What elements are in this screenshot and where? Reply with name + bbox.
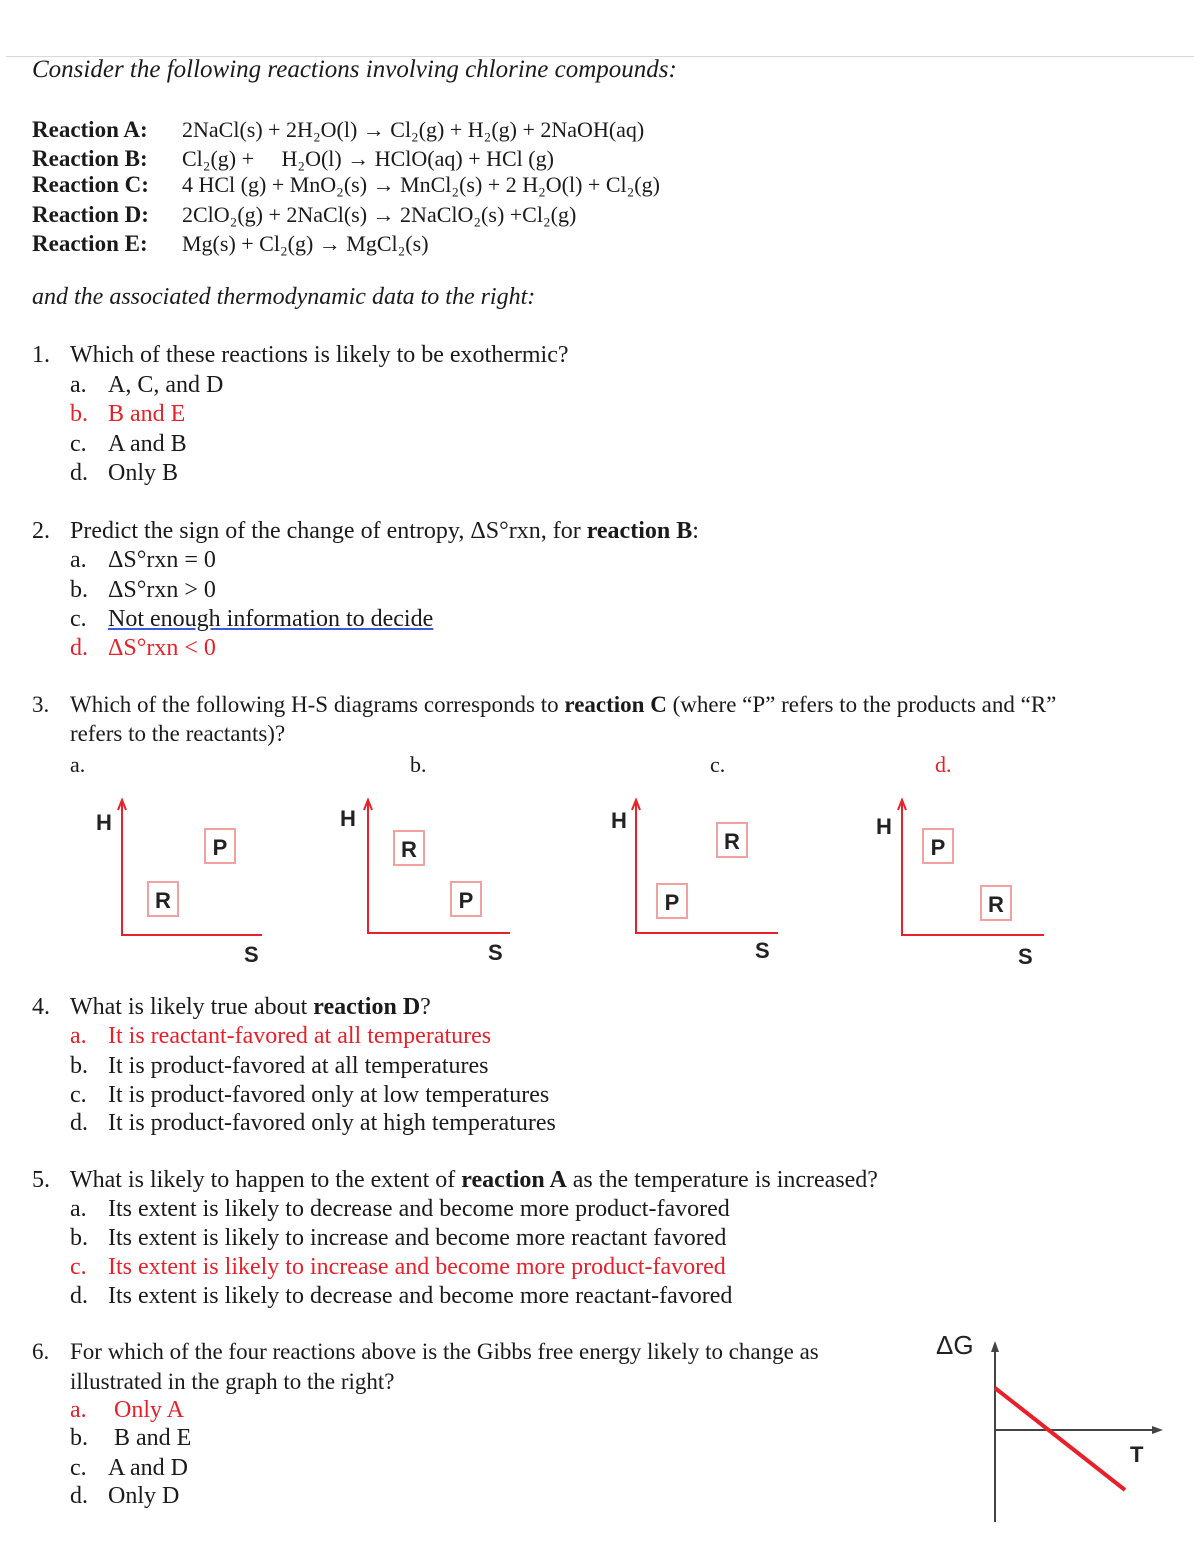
option-text: It is reactant-favored at all temperatures	[108, 1023, 492, 1049]
diagram-a-h-label: H	[96, 810, 112, 835]
option-letter: b.	[70, 1425, 88, 1451]
q6-option-d[interactable]	[70, 1483, 179, 1510]
option-letter: c.	[70, 1254, 87, 1280]
option-letter: b.	[70, 1053, 88, 1079]
diagram-c-h-label: H	[611, 808, 627, 833]
diagram-c-s-label: S	[755, 938, 770, 963]
question-3-line2: refers to the reactants)?	[70, 721, 286, 746]
option-text: Its extent is likely to increase and become more product-favored	[108, 1254, 726, 1280]
reaction-equation: Cl₂(g) + H₂O(l) → HClO(aq) + HCl (g)	[182, 146, 554, 171]
question-text: What is likely true about	[70, 994, 314, 1020]
question-text: Which of the following H-S diagrams corresponds to	[70, 692, 565, 717]
option-letter: d.	[70, 1110, 88, 1136]
option-letter: c.	[70, 606, 87, 632]
q6-option-a[interactable]	[70, 1397, 184, 1424]
diagram-d-s-label: S	[1018, 944, 1033, 969]
question-text-end: as the temperature is increased?	[566, 1167, 878, 1193]
q5-option-c[interactable]	[70, 1254, 726, 1281]
diagram-d-axes	[902, 803, 1044, 935]
option-letter: a.	[70, 1023, 87, 1049]
q5-option-a[interactable]	[70, 1196, 730, 1223]
option-text: A, C, and D	[108, 372, 224, 398]
question-number: 2.	[32, 518, 50, 544]
option-text: It is product-favored at all temperatures	[108, 1053, 489, 1079]
option-text: It is product-favored only at high temperatures	[108, 1110, 556, 1136]
reaction-label: Reaction A:	[32, 117, 148, 142]
option-text: Its extent is likely to decrease and become more reactant-favored	[108, 1283, 733, 1309]
diagram-a-axes	[122, 803, 262, 935]
q4-option-c[interactable]	[70, 1082, 549, 1109]
reaction-equation: 2NaCl(s) + 2H₂O(l) → Cl₂(g) + H₂(g) + 2NaOH(aq)	[182, 117, 645, 142]
question-number: 5.	[32, 1167, 50, 1193]
question-text: For which of the four reactions above is the Gibbs free energy likely to change as	[70, 1339, 819, 1364]
q5-option-d[interactable]	[70, 1283, 732, 1310]
diagram-a-s-label: S	[244, 942, 259, 967]
gibbs-y-label: ΔG	[936, 1330, 974, 1360]
question-number: 4.	[32, 994, 50, 1020]
question-5	[32, 1167, 878, 1194]
diagram-a-reactant-box: R	[147, 881, 179, 917]
diagram-label-a[interactable]: a.	[70, 752, 86, 777]
option-text: A and D	[108, 1455, 188, 1481]
option-text: Not enough information to decide	[108, 606, 434, 632]
option-text: Its extent is likely to decrease and become more product-favored	[108, 1196, 730, 1222]
option-letter: c.	[70, 1455, 87, 1481]
option-letter: d.	[70, 1283, 88, 1309]
diagram-label-b[interactable]: b.	[410, 752, 427, 777]
question-number: 6.	[32, 1339, 50, 1364]
question-text: Predict the sign of the change of entropy, ΔS°rxn, for	[70, 518, 587, 544]
option-letter: a.	[70, 372, 87, 398]
diagram-b-axes	[368, 803, 510, 933]
question-bold: reaction B	[586, 518, 693, 544]
diagram-b-h-label: H	[340, 806, 356, 831]
gibbs-x-label: T	[1130, 1442, 1144, 1467]
question-number: 3.	[32, 692, 50, 717]
reaction-label: Reaction D:	[32, 202, 149, 227]
question-text: Which of these reactions is likely to be exothermic?	[70, 342, 569, 368]
option-letter: a.	[70, 1196, 87, 1222]
reaction-label: Reaction E:	[32, 231, 148, 256]
diagram-label-c[interactable]: c.	[710, 752, 726, 777]
reaction-equation: 4 HCl (g) + MnO₂(s) → MnCl₂(s) + 2 H₂O(l) + Cl₂(g)	[182, 172, 660, 197]
reaction-label: Reaction B:	[32, 146, 148, 171]
q4-option-a[interactable]	[70, 1023, 491, 1050]
option-text: B and E	[108, 401, 186, 427]
option-text: ΔS°rxn = 0	[108, 547, 216, 573]
question-text-end: (where “P” refers to the products and “R”	[666, 692, 1057, 717]
option-letter: d.	[70, 460, 88, 486]
option-letter: b.	[70, 401, 88, 427]
q4-option-d[interactable]	[70, 1110, 556, 1137]
option-letter: c.	[70, 431, 87, 457]
reaction-label: Reaction C:	[32, 172, 149, 197]
option-text: ΔS°rxn < 0	[108, 635, 216, 661]
q6-option-c[interactable]	[70, 1455, 188, 1482]
reaction-equation: Mg(s) + Cl₂(g) → MgCl₂(s)	[182, 231, 429, 256]
diagram-d-reactant-box: R	[980, 885, 1012, 921]
diagram-c-product-box: P	[656, 883, 688, 919]
question-6-line2: illustrated in the graph to the right?	[70, 1369, 395, 1394]
option-letter: b.	[70, 1225, 88, 1251]
option-letter: b.	[70, 577, 88, 603]
option-text: ΔS°rxn > 0	[108, 577, 216, 603]
option-letter: d.	[70, 635, 88, 661]
diagram-label-d[interactable]: d.	[935, 752, 952, 777]
question-text-end: :	[692, 518, 699, 544]
question-4	[32, 994, 431, 1021]
diagram-b-s-label: S	[488, 940, 503, 965]
option-text: Only D	[108, 1483, 180, 1509]
q6-option-b[interactable]	[70, 1425, 191, 1452]
option-letter: a.	[70, 1397, 87, 1423]
question-bold: reaction C	[564, 692, 667, 717]
option-letter: c.	[70, 1082, 87, 1108]
diagram-b-product-box: P	[450, 881, 482, 917]
option-text: A and B	[108, 431, 187, 457]
q5-option-b[interactable]	[70, 1225, 726, 1252]
question-text: What is likely to happen to the extent of	[70, 1167, 462, 1193]
option-letter: d.	[70, 1483, 88, 1509]
option-text: B and E	[114, 1425, 192, 1451]
intro-text: Consider the following reactions involving chlorine compounds:	[32, 56, 677, 83]
diagram-d-h-label: H	[876, 814, 892, 839]
diagram-a-product-box: P	[204, 828, 236, 864]
q4-option-b[interactable]	[70, 1053, 489, 1080]
gibbs-line	[995, 1388, 1125, 1490]
option-text: Only B	[108, 460, 179, 486]
gibbs-graph	[991, 1341, 1163, 1522]
option-text: Only A	[114, 1397, 185, 1423]
option-text: It is product-favored only at low temperatures	[108, 1082, 550, 1108]
diagram-b-reactant-box: R	[393, 830, 425, 866]
diagram-c-reactant-box: R	[716, 822, 748, 858]
option-text: Its extent is likely to increase and become more reactant favored	[108, 1225, 727, 1251]
question-6	[32, 1339, 819, 1365]
question-text-end: ?	[420, 994, 431, 1020]
diagram-d-product-box: P	[922, 828, 954, 864]
question-bold: reaction A	[461, 1167, 567, 1193]
reaction-equation: 2ClO₂(g) + 2NaCl(s) → 2NaClO₂(s) +Cl₂(g)	[182, 202, 577, 227]
question-number: 1.	[32, 342, 50, 368]
option-letter: a.	[70, 547, 87, 573]
thermo-note: and the associated thermodynamic data to the right:	[32, 284, 536, 310]
question-bold: reaction D	[313, 994, 421, 1020]
